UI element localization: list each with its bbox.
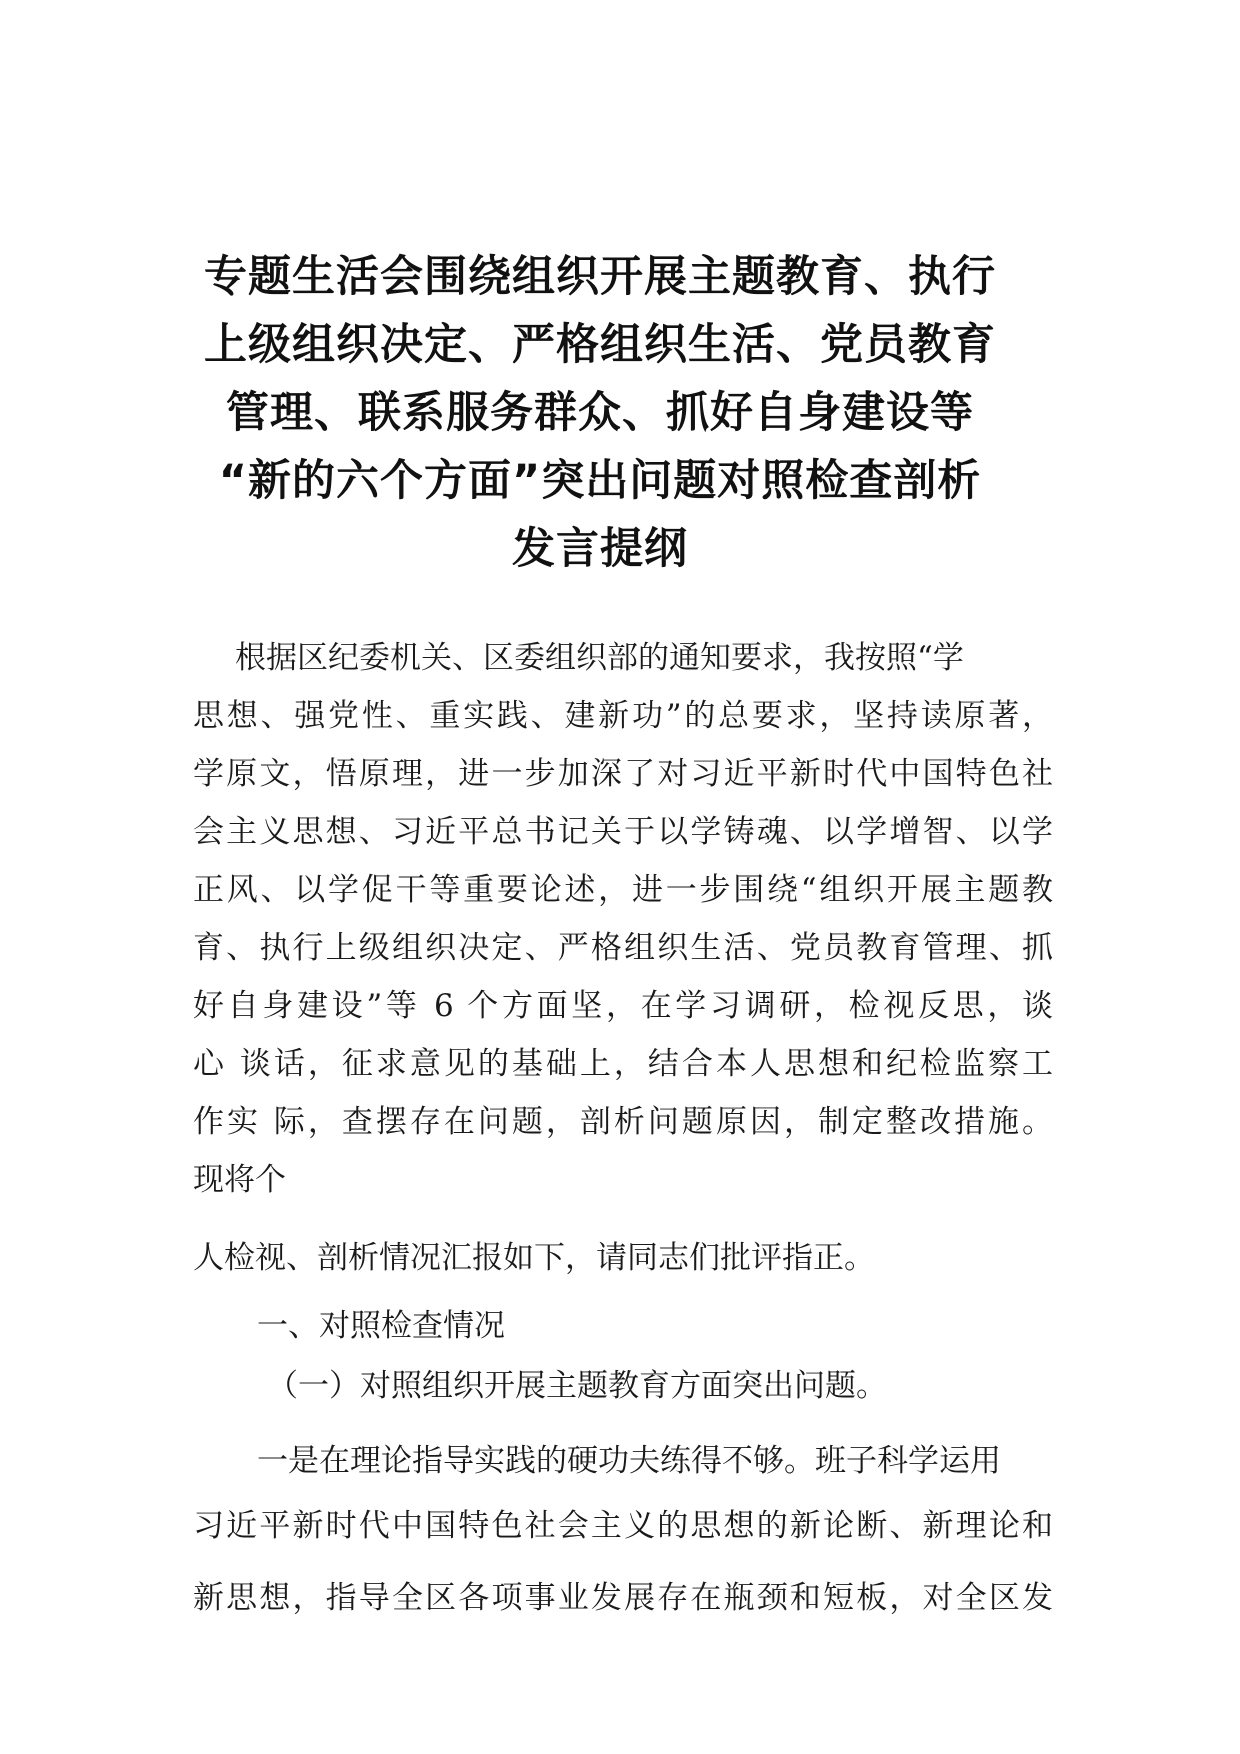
document-title	[150, 243, 1050, 583]
intro-tail-line: 人检视、剖析情况汇报如下，请同志们批评指正。	[193, 1240, 875, 1276]
title-line-4: “新的六个方面”突出问题对照检查剖析	[218, 456, 982, 506]
intro-line-7: 好自身建设”等 6 个方面坚，在学习调研，检视反思，谈	[193, 988, 1053, 1024]
intro-line-3: 学原文，悟原理，进一步加深了对习近平新时代中国特色社	[193, 756, 1053, 792]
intro-line-8: 心 谈话，征求意见的基础上，结合本人思想和纪检监察工	[193, 1046, 1053, 1082]
point-line-3: 新思想，指导全区各项事业发展存在瓶颈和短板，对全区发	[193, 1580, 1053, 1616]
intro-line-5: 正风、以学促干等重要论述，进一步围绕“组织开展主题教	[193, 872, 1053, 908]
intro-line-4: 会主义思想、习近平总书记关于以学铸魂、以学增智、以学	[193, 814, 1053, 850]
intro-line-2: 思想、强党性、重实践、建新功”的总要求，坚持读原著，	[193, 698, 1053, 734]
intro-line-6: 育、执行上级组织决定、严格组织生活、党员教育管理、抓	[193, 930, 1053, 966]
section-heading: 一、对照检查情况	[257, 1308, 505, 1344]
title-line-3: 管理、联系服务群众、抓好自身建设等	[226, 388, 974, 438]
point-line-2: 习近平新时代中国特色社会主义的思想的新论断、新理论和	[193, 1508, 1053, 1544]
title-line-5: 发言提纲	[512, 524, 688, 574]
subsection-heading: （一）对照组织开展主题教育方面突出问题。	[267, 1368, 887, 1404]
intro-line-1: 根据区纪委机关、区委组织部的通知要求，我按照“学	[235, 640, 964, 676]
intro-line-9: 作实 际，查摆存在问题，剖析问题原因，制定整改措施。	[193, 1104, 1053, 1140]
point-line-1: 一是在理论指导实践的硬功夫练得不够。班子科学运用	[257, 1443, 1001, 1479]
title-line-2: 上级组织决定、严格组织生活、党员教育	[204, 320, 996, 370]
title-line-1: 专题生活会围绕组织开展主题教育、执行	[204, 252, 996, 302]
intro-line-10: 现将个	[193, 1162, 286, 1198]
